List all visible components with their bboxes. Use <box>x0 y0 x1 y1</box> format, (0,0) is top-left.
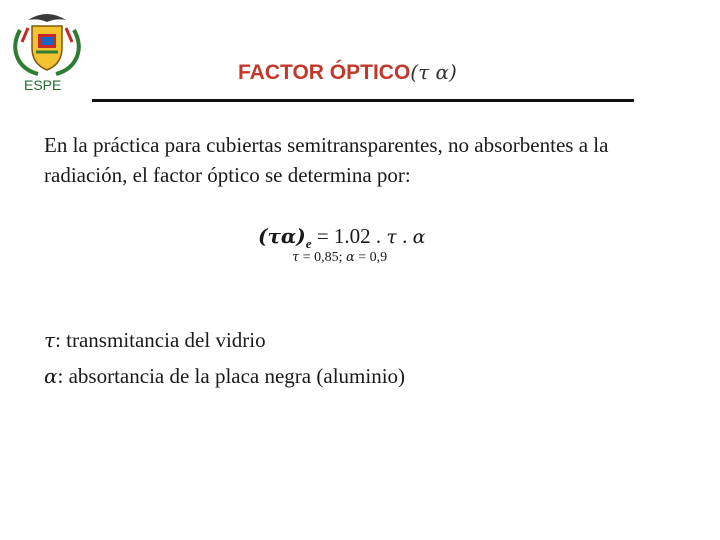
formula-alpha: α <box>412 226 426 248</box>
optical-factor-formula <box>258 224 426 252</box>
value-tau-symbol: τ <box>292 250 300 265</box>
espe-crest-logo <box>8 8 86 78</box>
formula-rhs: = 1.02 . <box>316 224 387 248</box>
formula-lhs: (τα) <box>258 224 306 248</box>
intro-paragraph: En la práctica para cubiertas semitransparentes, no absorbentes a la radiación, el factor óptico se determina por: <box>44 133 609 187</box>
definition-alpha <box>44 364 405 389</box>
formula-values <box>292 250 387 266</box>
value-alpha: = 0,9 <box>354 250 388 265</box>
slide-title <box>238 60 457 85</box>
definition-alpha-symbol: α <box>44 364 58 388</box>
definition-tau-symbol: τ <box>44 328 56 352</box>
formula-dot: . <box>396 224 413 248</box>
title-math: (τ α) <box>410 60 457 84</box>
logo-label: ESPE <box>24 77 62 93</box>
title-underline <box>92 99 634 102</box>
definition-alpha-text: : absortancia de la placa negra (aluminio) <box>57 364 406 388</box>
formula-tau: τ <box>386 226 397 248</box>
value-alpha-symbol: α <box>346 250 355 265</box>
definition-tau <box>44 328 266 353</box>
value-tau: = 0,85; <box>299 250 346 265</box>
title-text: FACTOR ÓPTICO <box>238 61 411 84</box>
definition-tau-text: : transmitancia del vidrio <box>55 328 266 352</box>
formula-subscript: e <box>305 236 312 251</box>
